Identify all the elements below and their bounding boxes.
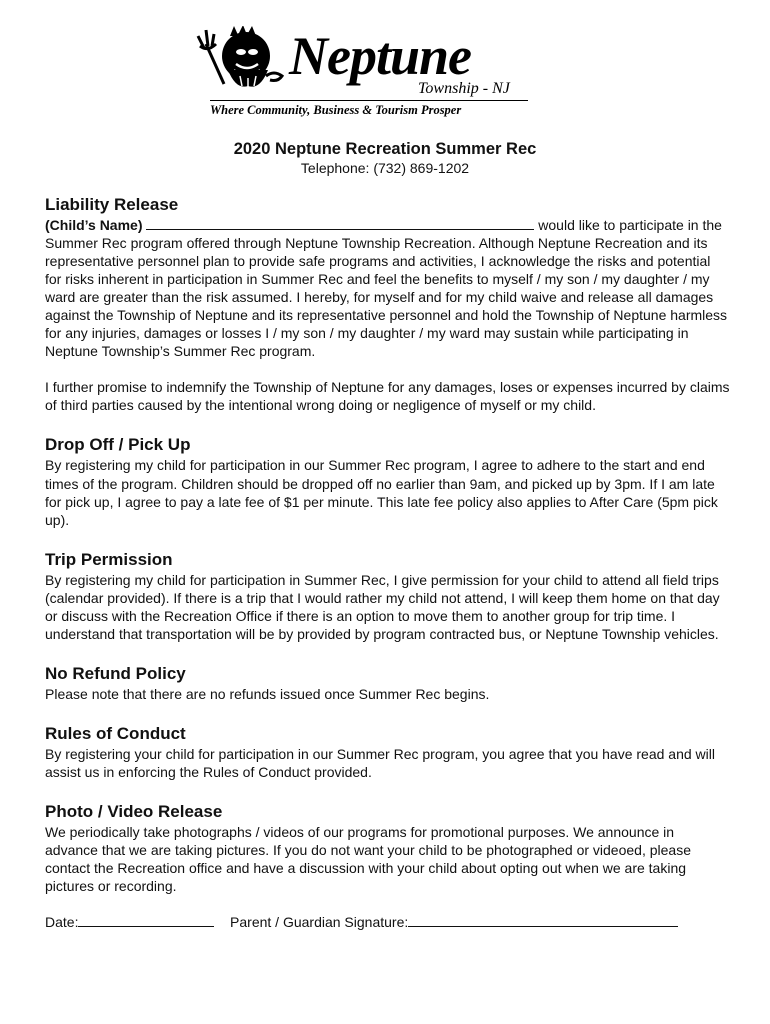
child-name-suffix: would like to participate in bbox=[538, 217, 699, 233]
section-body: We periodically take photographs / videos of our programs for promotional purposes. We announce in advance that we are taking pictures. If you do not want your child to be photographed or videoed, please contact the Recreation office and have a discussion with your child about opting out when we are taking pictures or recording. bbox=[45, 823, 691, 895]
section-heading: Trip Permission bbox=[45, 549, 173, 569]
section-no-refund-policy bbox=[45, 663, 730, 703]
parent-signature-field[interactable] bbox=[408, 913, 678, 927]
section-heading: Drop Off / Pick Up bbox=[45, 435, 191, 455]
parent-signature-label: Parent / Guardian Signature: bbox=[230, 914, 409, 931]
signature-row bbox=[45, 913, 730, 931]
section-body: I further promise to indemnify the Township of Neptune for any damages, loses or expenses incurred by claims of third parties caused by the intentional wrong doing or negligence of myself or my child. bbox=[45, 379, 730, 414]
document-body bbox=[45, 194, 730, 931]
section-body: By registering my child for participation in our Summer Rec program, I agree to adhere to the start and end times of the program. Children should be dropped off no earlier than 9am, and picked up by 3pm. If I am late for pick up, I agree to pay a late fee of $1 per minute. This late fee policy also applies to After Care (5pm pick up). bbox=[45, 457, 718, 528]
section-heading: Liability Release bbox=[45, 195, 179, 214]
logo-wordmark: Neptune bbox=[289, 26, 471, 86]
section-drop-off-pick-up bbox=[45, 434, 730, 528]
logo-divider bbox=[210, 100, 528, 101]
logo-subtitle: Township - NJ bbox=[418, 80, 510, 97]
section-body bbox=[45, 216, 730, 360]
date-field[interactable] bbox=[78, 913, 214, 927]
liability-body-text: the Summer Rec program offered through Neptune Township Recreation. Although Neptune Recreation and its representative personnel plan to provide safe programs and activities, I acknowledge the risks and potential for risks inherent in participation in Summer Rec and feel the benefits to myself / my son / my daughter / my ward are greater than the risk assumed. I hereby, for myself and for my child waive and release all damages against the Township of Neptune and its representative personnel and hold the Township of Neptune harmless for any injuries, damages or losses I / my son / my daughter / my ward may sustain while participating in Neptune Township’s Summer Rec program. bbox=[45, 217, 728, 360]
logo-tagline: Where Community, Business & Tourism Prosper bbox=[210, 103, 462, 117]
section-body: By registering your child for participation in our Summer Rec program, you agree that you have read and will assist us in enforcing the Rules of Conduct provided. bbox=[45, 745, 715, 780]
page-title: 2020 Neptune Recreation Summer Rec bbox=[233, 140, 537, 158]
neptune-trident-emblem-icon bbox=[196, 26, 288, 92]
township-logo bbox=[196, 24, 536, 124]
section-body: Please note that there are no refunds issued once Summer Rec begins. bbox=[45, 685, 490, 702]
child-name-field[interactable] bbox=[146, 216, 534, 230]
section-trip-permission bbox=[45, 549, 730, 643]
section-heading: Photo / Video Release bbox=[45, 801, 223, 821]
section-body: By registering my child for participation in Summer Rec, I give permission for your child to attend all field trips (calendar provided). If there is a trip that I would rather my child not attend, I will keep them home on that day or discuss with the Recreation Office if there is an option to move them to another group for trip time. I understand that transportation will be by provided by program contracted bus, or Neptune Township vehicles. bbox=[45, 571, 720, 642]
section-rules-of-conduct bbox=[45, 723, 730, 781]
section-heading: Rules of Conduct bbox=[45, 723, 186, 743]
section-liability-release bbox=[45, 194, 730, 414]
section-heading: No Refund Policy bbox=[45, 663, 186, 683]
date-label: Date: bbox=[45, 914, 79, 931]
section-photo-video-release bbox=[45, 801, 730, 895]
telephone-line: Telephone: (732) 869-1202 bbox=[300, 160, 470, 176]
child-name-label: (Child’s Name) bbox=[45, 217, 143, 233]
